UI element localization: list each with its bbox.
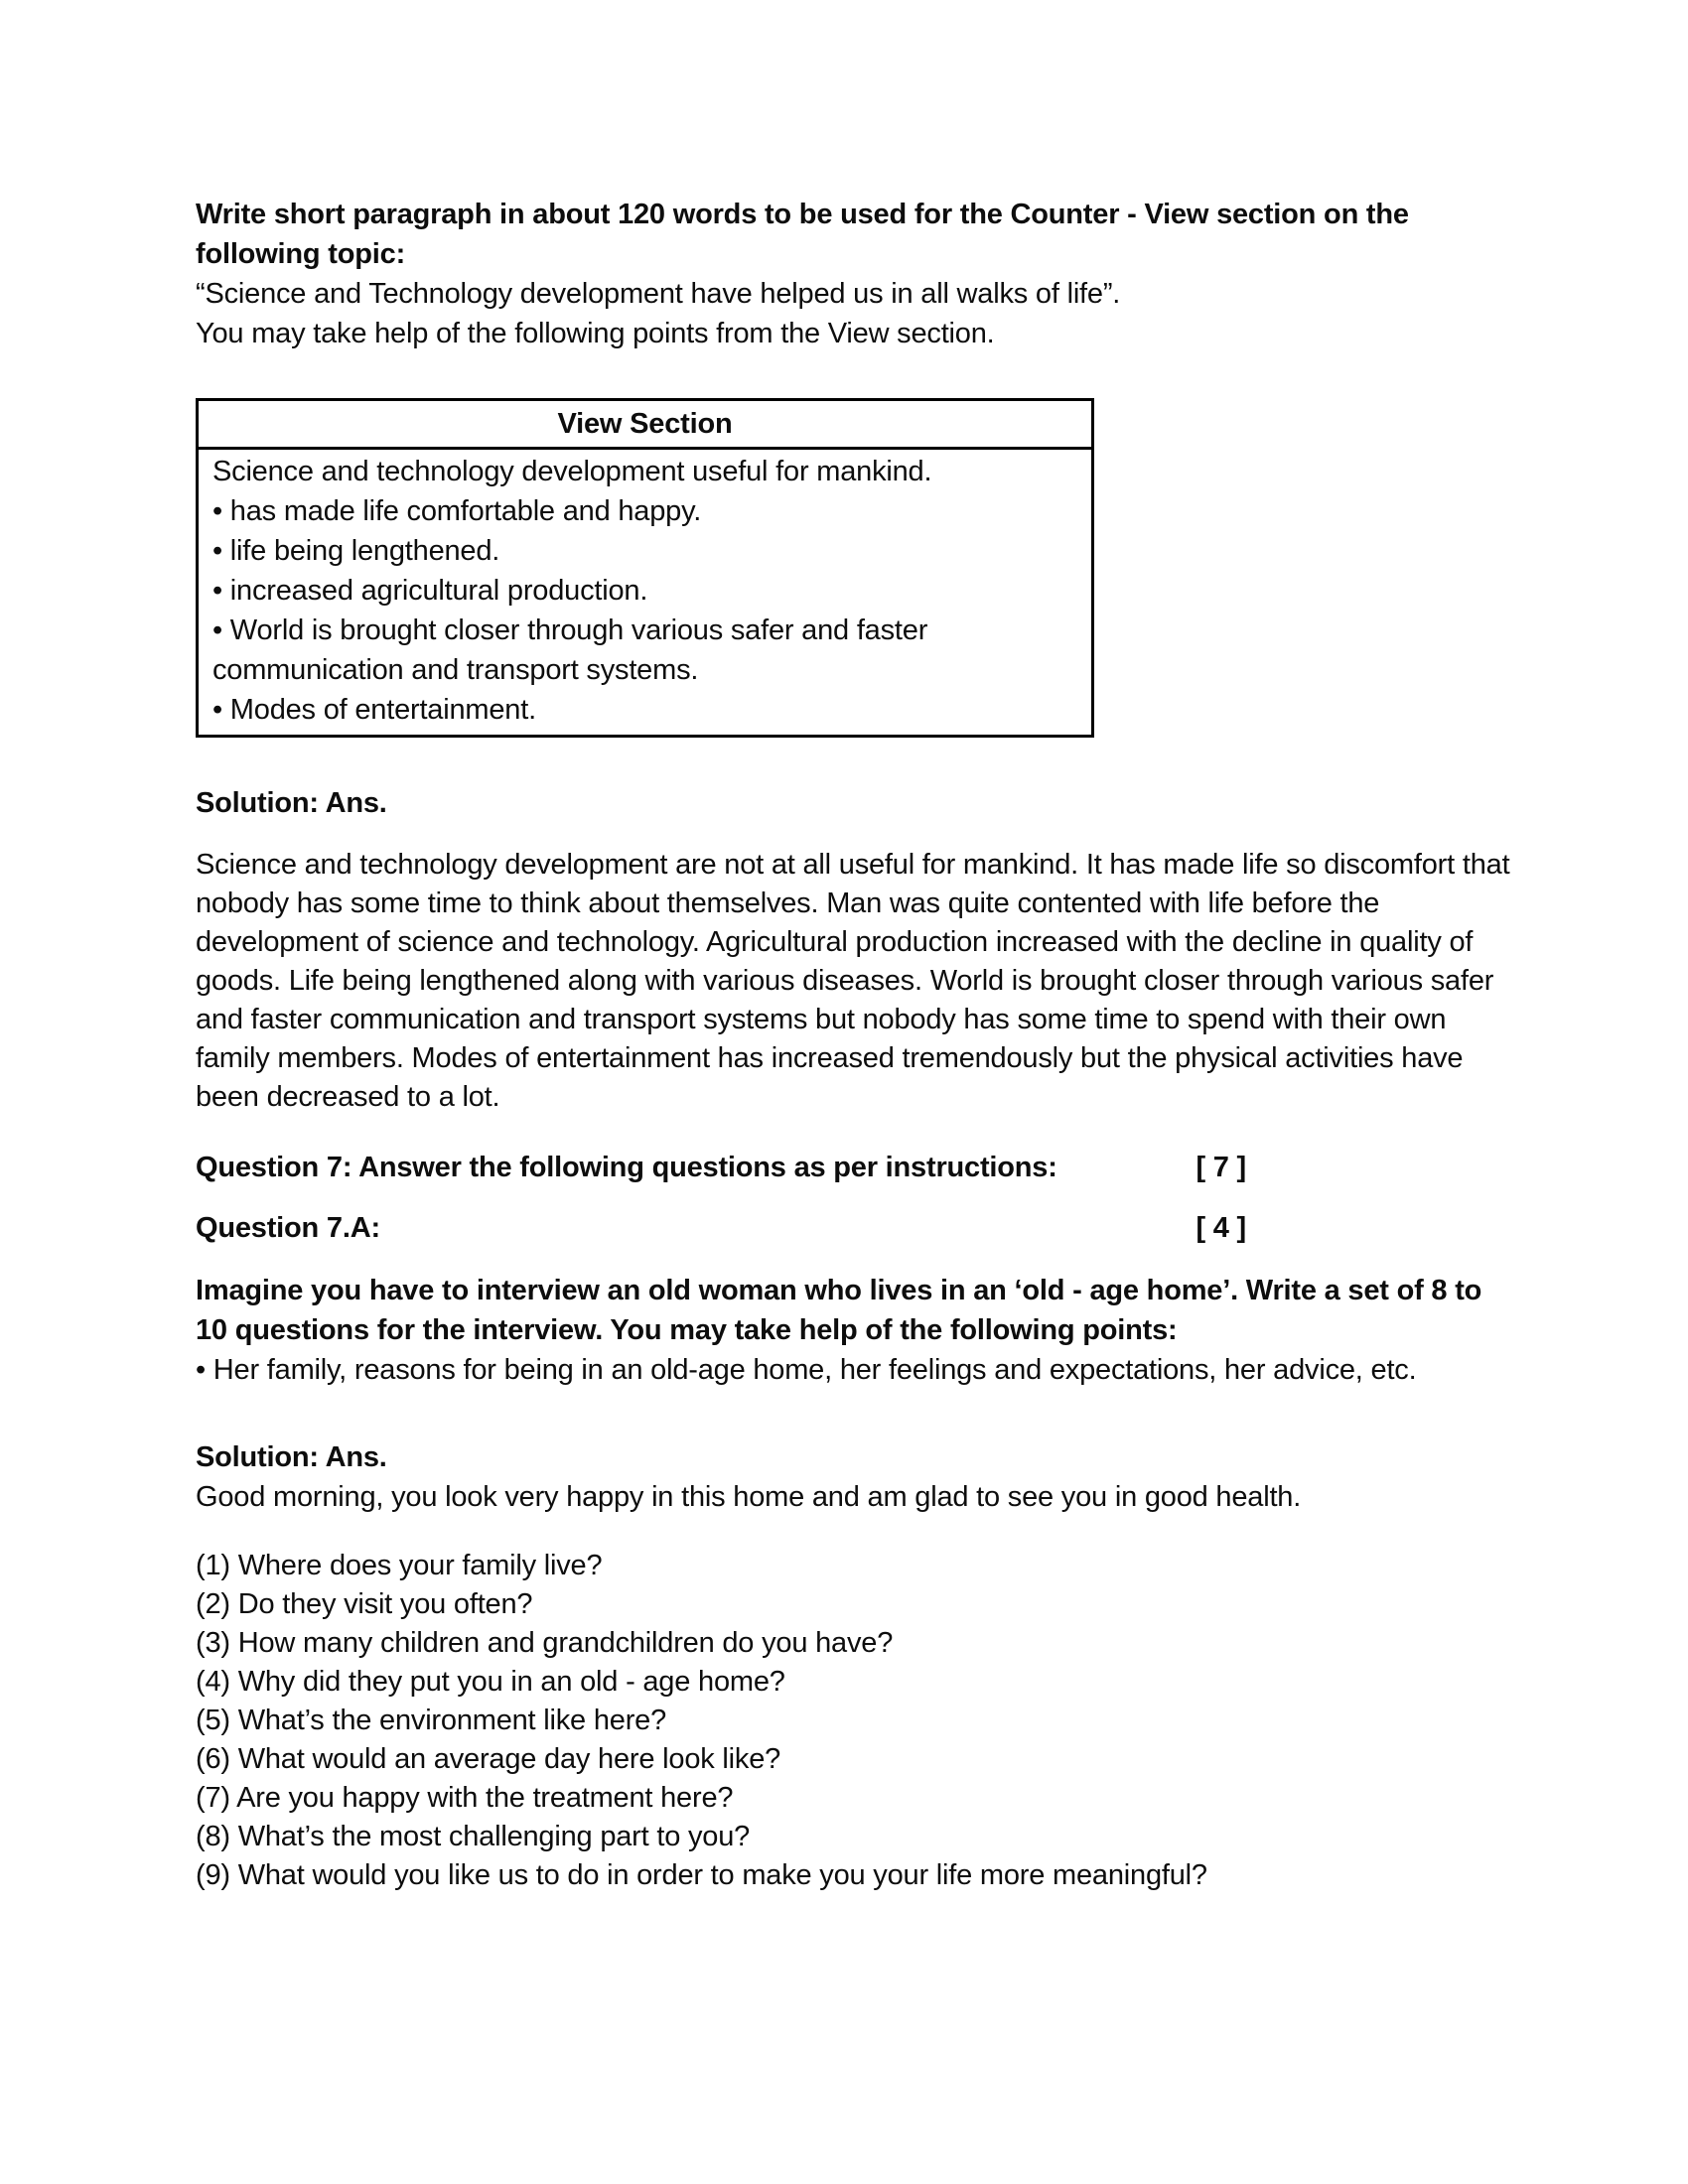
- interview-question: (4) Why did they put you in an old - age home?: [196, 1666, 785, 1698]
- solution-2-label: Solution: Ans.: [196, 1441, 387, 1473]
- solution-1-label: Solution: Ans.: [196, 787, 387, 819]
- interview-question: (2) Do they visit you often?: [196, 1588, 533, 1620]
- interview-questions-list: [196, 1547, 1516, 1895]
- interview-question: (1) Where does your family live?: [196, 1550, 603, 1581]
- view-section-line: Science and technology development useful for mankind.: [212, 456, 932, 487]
- solution-1-paragraph: Science and technology development are not at all useful for mankind. It has made life so discomfort that nobody has some time to think about themselves. Man was quite contented with life before the development of science and technology. Agricultural production increased with the decline in quality of goods. Life being lengthened along with various diseases. World is brought closer through various safer and faster communication and transport systems but nobody has some time to spend with their own family members. Modes of entertainment has increased tremendously but the physical activities have been decreased to a lot.: [196, 849, 1510, 1113]
- question-7a-heading: Question 7.A:: [196, 1212, 380, 1244]
- interview-instruction: Imagine you have to interview an old woman who lives in an ‘old - age home’. Write a set of 8 to 10 questions for the interview. You may take help of the following points:: [196, 1275, 1482, 1346]
- interview-opening-line: Good morning, you look very happy in this home and am glad to see you in good health.: [196, 1481, 1302, 1513]
- question-7a-marks: [ 4 ]: [1196, 1212, 1246, 1244]
- question-7-heading: Question 7: Answer the following questions as per instructions:: [196, 1152, 1057, 1183]
- question-7-marks: [ 7 ]: [1196, 1152, 1246, 1183]
- view-section-line: • life being lengthened.: [212, 535, 500, 567]
- view-section-line: • has made life comfortable and happy.: [212, 495, 702, 527]
- interview-question: (8) What’s the most challenging part to you?: [196, 1821, 751, 1852]
- interview-question: (7) Are you happy with the treatment here?: [196, 1782, 734, 1814]
- prompt-help-line: You may take help of the following points from the View section.: [196, 318, 995, 349]
- prompt-heading: Write short paragraph in about 120 words to be used for the Counter - View section on the following topic:: [196, 199, 1409, 270]
- interview-question: (9) What would you like us to do in order to make you your life more meaningful?: [196, 1859, 1207, 1891]
- view-section-line: • World is brought closer through various safer and faster communication and transport systems.: [212, 614, 928, 686]
- question-7a-line: [196, 1208, 1246, 1248]
- interview-question: (3) How many children and grandchildren do you have?: [196, 1627, 894, 1659]
- interview-question: (5) What’s the environment like here?: [196, 1705, 667, 1736]
- view-section-table-body: [198, 449, 1093, 737]
- prompt-quote: “Science and Technology development have helped us in all walks of life”.: [196, 278, 1121, 310]
- interview-points: • Her family, reasons for being in an old-age home, her feelings and expectations, her advice, etc.: [196, 1354, 1417, 1386]
- view-section-line: • increased agricultural production.: [212, 575, 648, 607]
- view-section-table: [196, 398, 1094, 738]
- view-section-table-header: View Section: [198, 400, 1093, 449]
- question-7-line: [196, 1148, 1246, 1187]
- interview-question: (6) What would an average day here look like?: [196, 1743, 781, 1775]
- view-section-line: • Modes of entertainment.: [212, 694, 536, 726]
